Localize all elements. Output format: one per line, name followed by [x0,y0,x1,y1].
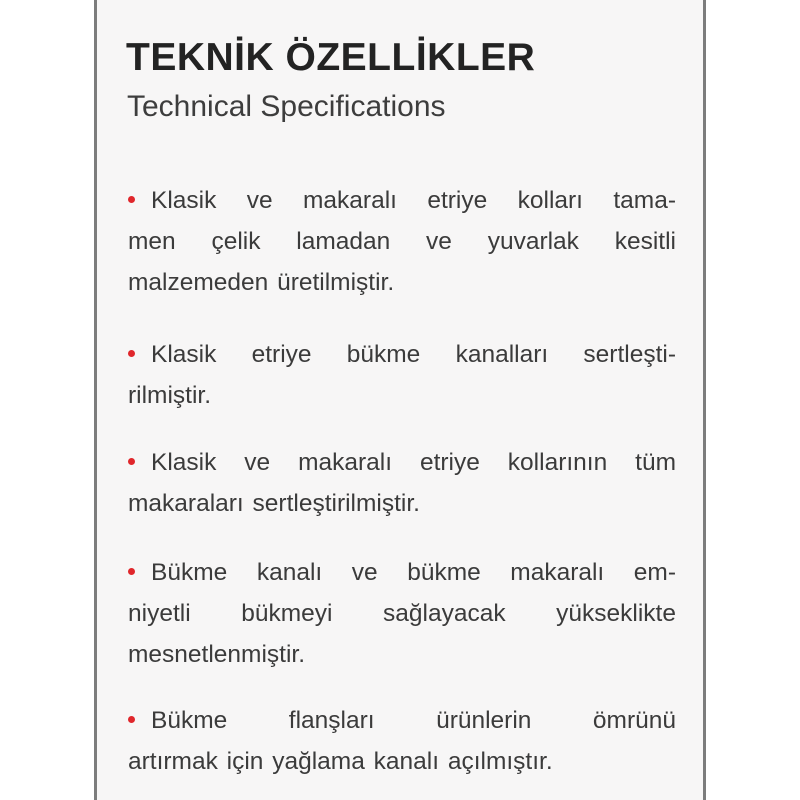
spec-line [128,180,676,221]
bullet-icon [128,568,135,575]
spec-line-text: Bükme kanalı ve bükme makaralı em- [151,559,676,586]
spec-line: niyetli bükmeyi sağlayacak yükseklikte [128,600,676,627]
bullet-icon [128,196,135,203]
spec-line-text: Klasik ve makaralı etriye kollarının tüm [151,449,676,476]
spec-item-2 [128,334,676,416]
bullet-icon [128,350,135,357]
spec-line: men çelik lamadan ve yuvarlak kesitli [128,228,676,255]
bullet-icon [128,458,135,465]
spec-line: artırmak için yağlama kanalı açılmıştır. [128,748,553,775]
spec-line: makaraları sertleştirilmiştir. [128,490,420,517]
spec-line: rilmiştir. [128,382,212,409]
page-title: TEKNİK ÖZELLİKLER [126,36,536,79]
spec-line [128,552,676,593]
bullet-icon [128,716,135,723]
spec-line: mesnetlenmiştir. [128,641,306,668]
spec-line [128,334,676,375]
spec-line-text: Bükme flanşları ürünlerin ömrünü [151,707,676,734]
page-subtitle: Technical Specifications [127,90,446,123]
spec-line-text: Klasik ve makaralı etriye kolları tama- [151,187,676,214]
spec-line: malzemeden üretilmiştir. [128,269,395,296]
spec-item-4 [128,552,676,675]
spec-line-text: Klasik etriye bükme kanalları sertleşti- [151,341,676,368]
spec-line [128,700,676,741]
spec-item-3 [128,442,676,524]
spec-item-5 [128,700,676,782]
spec-line [128,442,676,483]
spec-item-1 [128,180,676,303]
